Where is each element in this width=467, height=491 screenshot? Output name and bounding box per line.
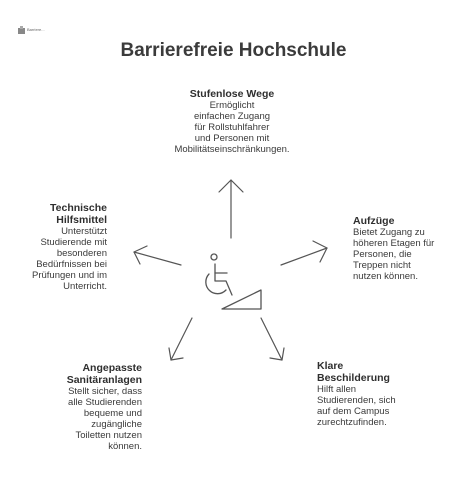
item-line: Personen, die (353, 249, 412, 260)
item-line: Studierende mit (40, 237, 107, 248)
item-line: nutzen können. (353, 271, 418, 282)
item-line: zugängliche (91, 419, 142, 430)
item-aufzuege (353, 215, 453, 282)
item-heading-line: Angepasste (82, 362, 142, 374)
item-line: Prüfungen und im (32, 270, 107, 281)
item-angepasste-sanitaeranlagen (40, 362, 142, 452)
wheelchair-accessible-icon (206, 254, 261, 309)
item-line: Unterricht. (63, 281, 107, 292)
item-line: besonderen (56, 248, 107, 259)
arrow-left-down-icon (169, 318, 192, 360)
item-line: Hilft allen (317, 384, 357, 395)
item-technische-hilfsmittel (12, 202, 107, 292)
page-title: Barrierefreie Hochschule (120, 40, 347, 61)
logo-text: Barriere... (27, 27, 45, 32)
item-heading-line: Beschilderung (317, 372, 390, 384)
item-line: Bietet Zugang zu (353, 227, 425, 238)
item-line: für Rollstuhlfahrer (194, 122, 270, 133)
item-line: auf dem Campus (317, 406, 390, 417)
item-heading-line: Sanitäranlagen (66, 374, 142, 386)
item-heading-line: Hilfsmittel (56, 214, 107, 226)
item-line: alle Studierenden (68, 397, 142, 408)
arrow-right-down-icon (261, 318, 284, 360)
item-heading-line: Technische (50, 202, 107, 214)
item-line: Treppen nicht (353, 260, 411, 271)
arrow-left-icon (134, 246, 181, 265)
item-stufenlose-wege (146, 88, 318, 155)
item-line: Bedürfnissen bei (36, 259, 107, 270)
arrow-right-up-icon (281, 241, 327, 265)
item-line: Toiletten nutzen (75, 430, 142, 441)
item-line: und Personen mit (194, 133, 270, 144)
item-line: Unterstützt (61, 226, 107, 237)
item-line: bequeme und (83, 408, 142, 419)
item-line: können. (108, 441, 142, 452)
arrow-up-icon (219, 180, 243, 238)
item-klare-beschilderung (317, 360, 427, 428)
item-line: Ermöglicht (209, 100, 255, 111)
item-line: Stellt sicher, dass (68, 386, 142, 397)
item-line: zurechtzufinden. (317, 417, 387, 428)
item-line: Mobilitätseinschränkungen. (174, 144, 290, 155)
item-heading-line: Klare (317, 360, 344, 372)
item-line: einfachen Zugang (193, 111, 271, 122)
item-heading: Aufzüge (353, 215, 395, 227)
item-heading: Stufenlose Wege (189, 88, 275, 100)
item-line: höheren Etagen für (353, 238, 435, 249)
item-line: Studierenden, sich (317, 395, 396, 406)
